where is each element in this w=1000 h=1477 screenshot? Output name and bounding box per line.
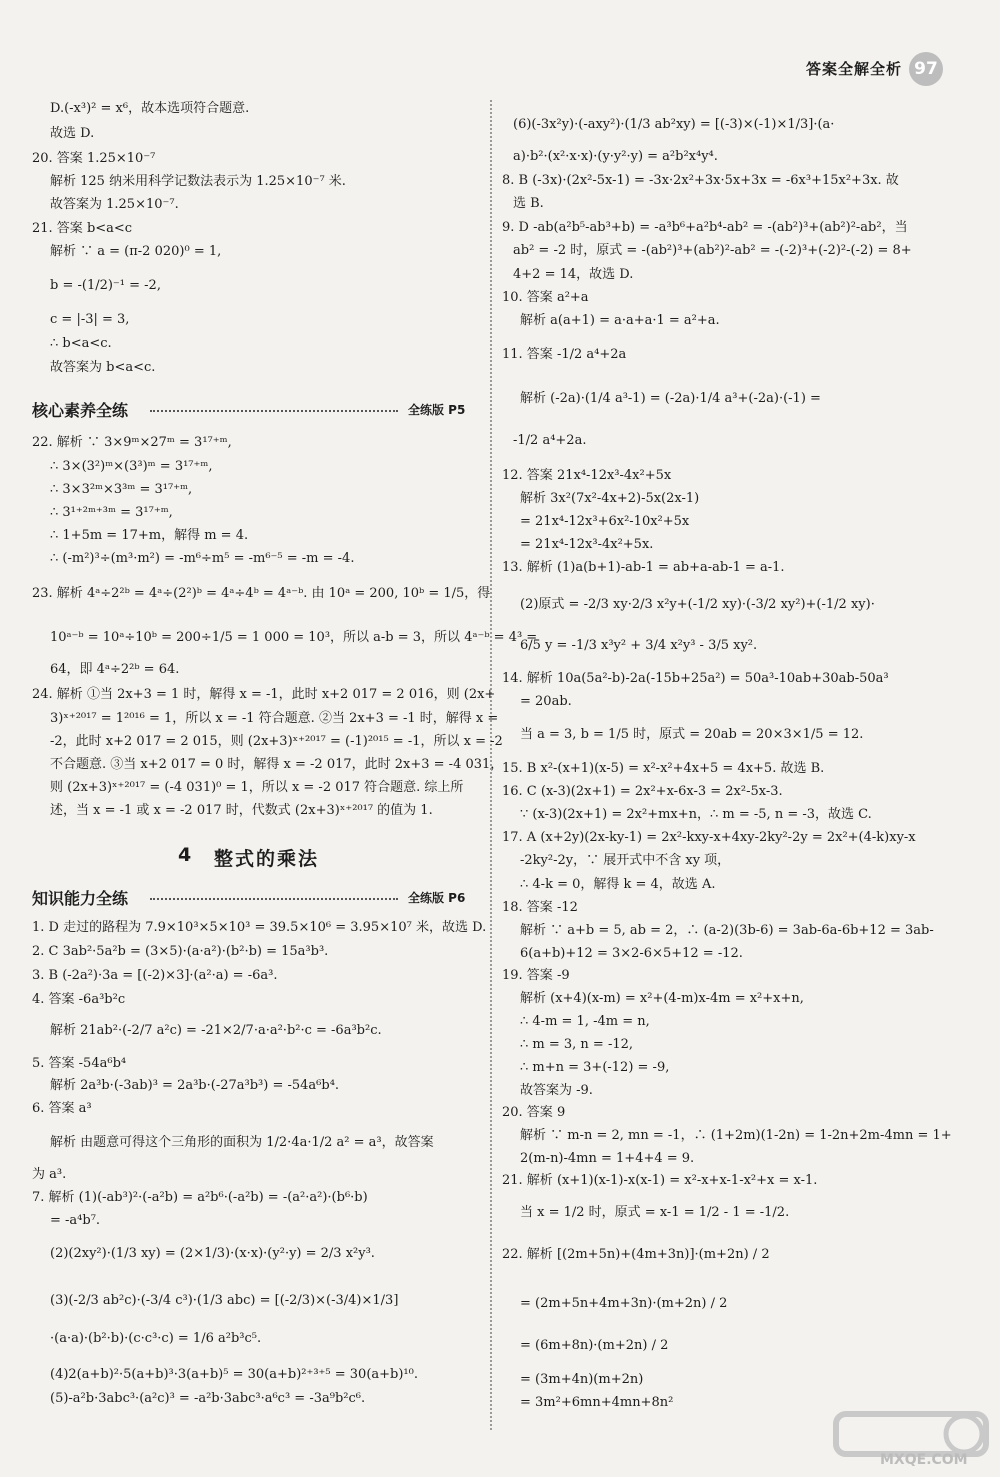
text-line: = (2m+5n+4m+3n)·(m+2n) / 2 [520,1296,728,1311]
text-line: 7. 解析 (1)(-ab³)²·(-a²b) = a²b⁶·(-a²b) = -(a²·a²)·(b⁶·b) [32,1190,368,1205]
section-ref: 全练版 P5 [408,403,466,417]
text-line: ∴ 3¹⁺²ᵐ⁺³ᵐ = 3¹⁷⁺ᵐ, [50,505,173,520]
text-line: = 3m²+6mn+4mn+8n² [520,1395,674,1410]
text-line: ab² = -2 时，原式 = -(ab²)³+(ab²)²-ab² = -(-2)³+(-2)²-(-2) = 8+ [513,243,912,258]
text-line: 14. 解析 10a(5a²-b)-2a(-15b+25a²) = 50a³-10ab+30ab-50a³ [502,671,889,686]
text-line: 解析 ∵ m-n = 2, mn = -1，∴ (1+2m)(1-2n) = 1-2n+2m-4mn = 1+ [520,1128,952,1143]
section-title: 知识能力全练 [32,889,129,908]
text-line: a)·b²·(x²·x·x)·(y·y²·y) = a²b²x⁴y⁴. [513,149,718,164]
text-line: 解析 21ab²·(-2/7 a²c) = -21×2/7·a·a²·b²·c = -6a³b²c. [50,1023,382,1038]
text-line: (3)(-2/3 ab²c)·(-3/4 c³)·(1/3 abc) = [(-2/3)×(-3/4)×1/3] [50,1293,399,1308]
chapter-number: 4 [178,844,194,866]
text-line: 2. C 3ab²·5a²b = (3×5)·(a·a²)·(b²·b) = 15a³b³. [32,944,329,959]
text-line: 11. 答案 -1/2 a⁴+2a [502,347,627,362]
text-line: 20. 答案 9 [502,1105,566,1120]
text-line: 故答案为 b<a<c. [50,360,156,375]
text-line: 解析 2a³b·(-3ab)³ = 2a³b·(-27a³b³) = -54a⁶b⁴. [50,1078,340,1093]
text-line: 则 (2x+3)ˣ⁺²⁰¹⁷ = (-4 031)⁰ = 1，所以 x = -2 017 符合题意. 综上所 [50,780,464,795]
text-line: (2)(2xy²)·(1/3 xy) = (2×1/3)·(x·x)·(y²·y) = 2/3 x²y³. [50,1246,375,1261]
text-line: 22. 解析 ∵ 3×9ᵐ×27ᵐ = 3¹⁷⁺ᵐ, [32,435,232,450]
text-line: ∴ (-m²)³÷(m³·m²) = -m⁶÷m⁵ = -m⁶⁻⁵ = -m = -4. [50,551,355,566]
text-line: 17. A (x+2y)(2x-ky-1) = 2x²-kxy-x+4xy-2ky²-2y = 2x²+(4-k)xy-x [502,830,916,845]
text-line: b = -(1/2)⁻¹ = -2, [50,278,161,293]
text-line: ∴ m+n = 3+(-12) = -9, [520,1060,670,1075]
text-line: 23. 解析 4ᵃ÷2²ᵇ = 4ᵃ÷(2²)ᵇ = 4ᵃ÷4ᵇ = 4ᵃ⁻ᵇ. 由 10ᵃ = 200, 10ᵇ = 1/5，得 [32,586,491,601]
text-line: 解析 3x²(7x²-4x+2)-5x(2x-1) [520,491,700,506]
text-line: 10ᵃ⁻ᵇ = 10ᵃ÷10ᵇ = 200÷1/5 = 1 000 = 10³，所以 a-b = 3，所以 4ᵃ⁻ᵇ = 4³ = [50,630,538,645]
text-line: = (6m+8n)·(m+2n) / 2 [520,1338,669,1353]
text-line: 64，即 4ᵃ÷2²ᵇ = 64. [50,662,180,677]
text-line: 19. 答案 -9 [502,968,570,983]
text-line: 21. 解析 (x+1)(x-1)-x(x-1) = x²-x+x-1-x²+x = x-1. [502,1173,818,1188]
text-line: ∴ 4-m = 1, -4m = n, [520,1014,650,1029]
text-line: 解析 ∵ a+b = 5, ab = 2，∴ (a-2)(3b-6) = 3ab-6a-6b+12 = 3ab- [520,923,934,938]
text-line: ∴ 4-k = 0，解得 k = 4，故选 A. [520,877,716,892]
text-line: 解析 125 纳米用科学记数法表示为 1.25×10⁻⁷ 米. [50,174,346,189]
text-line: 当 a = 3, b = 1/5 时，原式 = 20ab = 20×3×1/5 = 12. [520,727,864,742]
text-line: 不合题意. ③当 x+2 017 = 0 时，解得 x = -2 017，此时 2x+3 = -4 031， [50,757,504,772]
section-title: 核心素养全练 [32,401,129,420]
text-line: c = |-3| = 3, [50,312,130,327]
text-line: 13. 解析 (1)a(b+1)-ab-1 = ab+a-ab-1 = a-1. [502,560,785,575]
text-line: 故答案为 -9. [520,1083,593,1098]
watermark-text: MXQE.COM [880,1452,968,1468]
text-line: 3)ˣ⁺²⁰¹⁷ = 1²⁰¹⁶ = 1，所以 x = -1 符合题意. ②当 2x+3 = -1 时，解得 x = [50,711,499,726]
text-line: 解析 (-2a)·(1/4 a³-1) = (-2a)·1/4 a³+(-2a)·(-1) = [520,391,821,406]
text-line: = (3m+4n)(m+2n) [520,1372,644,1387]
text-line: 16. C (x-3)(2x+1) = 2x²+x-6x-3 = 2x²-5x-3. [502,784,783,799]
text-line: (4)2(a+b)²·5(a+b)³·3(a+b)⁵ = 30(a+b)²⁺³⁺⁵ = 30(a+b)¹⁰. [50,1367,418,1382]
text-line: 解析 ∵ a = (π-2 020)⁰ = 1, [50,244,222,259]
text-line: (2)原式 = -2/3 xy·2/3 x²y+(-1/2 xy)·(-3/2 xy²)+(-1/2 xy)· [520,597,875,612]
text-line: 5. 答案 -54a⁶b⁴ [32,1056,127,1071]
text-line: = 21x⁴-12x³+6x²-10x²+5x [520,514,690,529]
text-line: 6(a+b)+12 = 3×2-6×5+12 = -12. [520,946,743,961]
text-line: = 21x⁴-12x³-4x²+5x. [520,537,654,552]
text-line: = 20ab. [520,694,572,709]
text-line: ∴ b<a<c. [50,336,112,351]
text-line: D.(-x³)² = x⁶，故本选项符合题意. [50,101,250,116]
text-line: 8. B (-3x)·(2x²-5x-1) = -3x·2x²+3x·5x+3x = -6x³+15x²+3x. 故 [502,173,899,188]
text-line: 9. D -ab(a²b⁵-ab³+b) = -a³b⁶+a²b⁴-ab² = -(ab²)³+(ab²)²-ab²，当 [502,220,908,235]
text-line: 18. 答案 -12 [502,900,578,915]
text-line: 21. 答案 b<a<c [32,221,133,236]
text-line: 24. 解析 ①当 2x+3 = 1 时，解得 x = -1，此时 x+2 017 = 2 016，则 (2x+ [32,687,496,702]
text-line: (5)-a²b·3abc³·(a²c)³ = -a²b·3abc³·a⁶c³ = -3a⁹b²c⁶. [50,1391,366,1406]
text-line: ∴ m = 3, n = -12, [520,1037,634,1052]
chapter-title: 整式的乘法 [214,848,320,870]
text-line: ∴ 1+5m = 17+m，解得 m = 4. [50,528,249,543]
text-line: (6)(-3x²y)·(-axy²)·(1/3 ab²xy) = [(-3)×(-1)×1/3]·(a· [513,117,835,132]
text-line: 4. 答案 -6a³b²c [32,992,126,1007]
text-line: 当 x = 1/2 时，原式 = x-1 = 1/2 - 1 = -1/2. [520,1205,790,1220]
text-line: 20. 答案 1.25×10⁻⁷ [32,151,156,166]
text-line: 6/5 y = -1/3 x³y² + 3/4 x²y³ - 3/5 xy². [520,638,758,653]
text-line: -2ky²-2y，∵ 展开式中不含 xy 项， [520,853,731,868]
text-line: 解析 由题意可得这个三角形的面积为 1/2·4a·1/2 a² = a³，故答案 [50,1135,434,1150]
section-ref: 全练版 P6 [408,891,466,905]
text-line: -2，此时 x+2 017 = 2 015，则 (2x+3)ˣ⁺²⁰¹⁷ = (-1)²⁰¹⁵ = -1，所以 x = -2 [50,734,503,749]
text-line: ∴ 3×3²ᵐ×3³ᵐ = 3¹⁷⁺ᵐ, [50,482,193,497]
text-line: ∴ 3×(3²)ᵐ×(3³)ᵐ = 3¹⁷⁺ᵐ, [50,459,213,474]
text-line: 12. 答案 21x⁴-12x³-4x²+5x [502,468,672,483]
text-line: 22. 解析 [(2m+5n)+(4m+3n)]·(m+2n) / 2 [502,1247,770,1262]
text-line: 15. B x²-(x+1)(x-5) = x²-x²+4x+5 = 4x+5. 故选 B. [502,761,825,776]
section-dots [150,410,398,412]
text-line: 2(m-n)-4mn = 1+4+4 = 9. [520,1151,695,1166]
section-dots [150,898,398,900]
text-line: ·(a·a)·(b²·b)·(c·c³·c) = 1/6 a²b³c⁵. [50,1331,262,1346]
text-line: 故答案为 1.25×10⁻⁷. [50,197,179,212]
text-line: 述，当 x = -1 或 x = -2 017 时，代数式 (2x+3)ˣ⁺²⁰¹⁷ 的值为 1. [50,803,433,818]
text-line: 3. B (-2a²)·3a = [(-2)×3]·(a²·a) = -6a³. [32,968,278,983]
page-number-badge: 97 [909,52,943,86]
text-line: 4+2 = 14，故选 D. [513,267,634,282]
text-line: = -a⁴b⁷. [50,1213,101,1228]
text-line: 解析 a(a+1) = a·a+a·1 = a²+a. [520,313,720,328]
text-line: 为 a³. [32,1167,67,1182]
text-line: -1/2 a⁴+2a. [513,433,587,448]
header-title: 答案全解全析 [806,60,903,78]
text-line: 解析 (x+4)(x-m) = x²+(4-m)x-4m = x²+x+n, [520,991,804,1006]
text-line: 选 B. [513,196,544,211]
text-line: 故选 D. [50,126,95,141]
text-line: 10. 答案 a²+a [502,290,589,305]
text-line: 6. 答案 a³ [32,1101,92,1116]
text-line: 1. D 走过的路程为 7.9×10³×5×10³ = 39.5×10⁶ = 3.95×10⁷ 米，故选 D. [32,920,487,935]
text-line: ∵ (x-3)(2x+1) = 2x²+mx+n，∴ m = -5, n = -3，故选 C. [520,807,872,822]
